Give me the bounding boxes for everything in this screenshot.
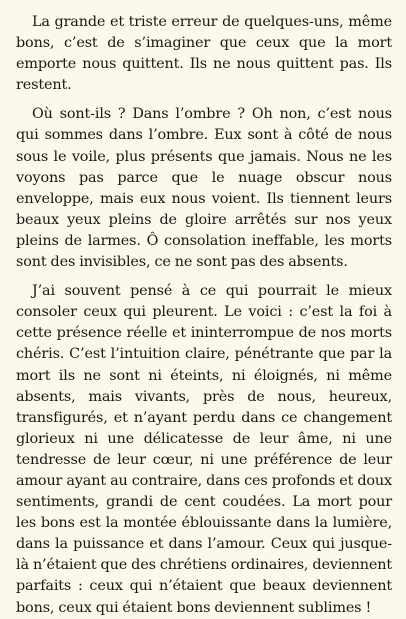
paragraph-1: La grande et triste erreur de quelques-uns, même bons, c’est de s’imaginer que ceux que la mort emporte nous quittent. Ils ne nous quittent pas. Ils restent. [16,14,392,94]
paragraph-3: J’ai souvent pensé à ce qui pourrait le mieux consoler ceux qui pleurent. Le voici : c’est la foi à cette présence réelle et ininterrompue de nos morts chéris. C’est l’intuition claire, pénétrante que par la mort ils ne sont ni éteints, ni éloignés, ni même absents, mais vivants, près de nous, heureux, transfigurés, et n’ayant perdu dans ce changement glorieux ni une délicatesse de leur âme, ni une tendresse de leur cœur, ni une préférence de leur amour ayant au contraire, dans ces profonds et doux sentiments, grandi de cent coudées. La mort pour les bons est la montée éblouissante dans la lumière, dans la puissance et dans l’amour. Ceux qui jusque-là n’étaient que des chrétiens ordinaires, deviennent parfaits : ceux qui n’étaient que beaux deviennent bons, ceux qui étaient bons deviennent sublimes ! [16,283,392,616]
paragraph-2: Où sont-ils ? Dans l’ombre ? Oh non, c’est nous qui sommes dans l’ombre. Eux sont à côté de nous sous le voile, plus présents que jamais. Nous ne les voyons pas parce que le nuage obscur nous enveloppe, mais eux nous voient. Ils tiennent leurs beaux yeux pleins de gloire arrêtés sur nos yeux pleins de larmes. Ô consolation ineffable, les morts sont des invisibles, ce ne sont pas des absents. [16,106,392,271]
